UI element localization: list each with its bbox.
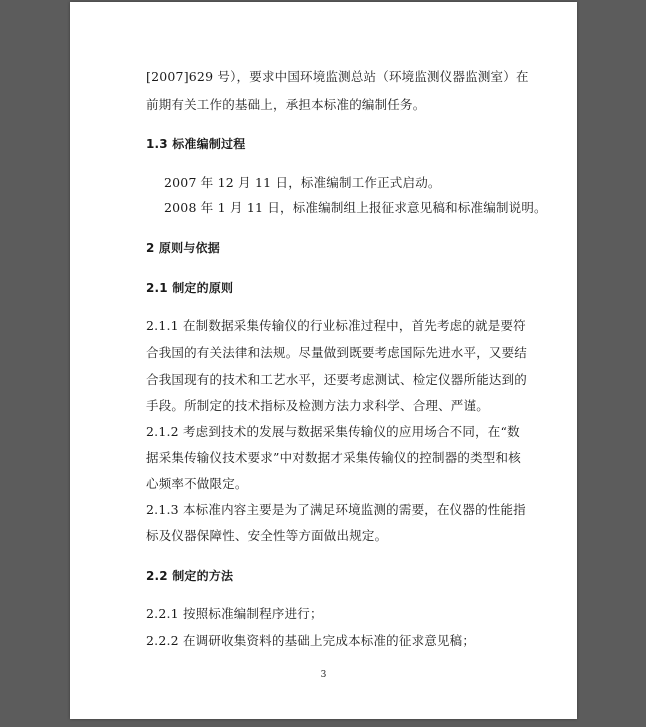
section-heading-2-1: 2.1 制定的原则 [146, 281, 234, 295]
body-text-line: 2.2.1 按照标准编制程序进行； [146, 606, 323, 621]
body-text-line: 2.1.2 考虑到技术的发展与数据采集传输仪的应用场合不同，在“数 [146, 424, 520, 439]
document-page [70, 2, 577, 719]
body-text-line: 2.2.2 在调研收集资料的基础上完成本标准的征求意见稿； [146, 633, 476, 648]
section-heading-2-2: 2.2 制定的方法 [146, 569, 234, 583]
body-text-line: 2008 年 1 月 11 日，标准编制组上报征求意见稿和标准编制说明。 [164, 200, 547, 215]
body-text-line: 合我国的有关法律和法规。尽量做到既要考虑国际先进水平，又要结 [146, 345, 528, 360]
body-text-line: 手段。所制定的技术指标及检测方法力求科学、合理、严谨。 [146, 398, 489, 413]
section-heading-2: 2 原则与依据 [146, 241, 220, 255]
body-text-line: 标及仪器保障性、安全性等方面做出规定。 [146, 528, 388, 543]
body-text-line: 前期有关工作的基础上，承担本标准的编制任务。 [146, 97, 426, 112]
body-text-line: 合我国现有的技术和工艺水平，还要考虑测试、检定仪器所能达到的 [146, 372, 528, 387]
section-heading-1-3: 1.3 标准编制过程 [146, 137, 246, 151]
body-text-line: [2007]629 号），要求中国环境监测总站（环境监测仪器监测室）在 [146, 69, 529, 84]
body-text-line: 2.1.1 在制数据采集传输仪的行业标准过程中，首先考虑的就是要符 [146, 318, 526, 333]
body-text-line: 2007 年 12 月 11 日，标准编制工作正式启动。 [164, 175, 441, 190]
body-text-line: 2.1.3 本标准内容主要是为了满足环境监测的需要，在仪器的性能指 [146, 502, 526, 517]
page-number: 3 [320, 670, 327, 680]
body-text-line: 据采集传输仪技术要求”中对数据才采集传输仪的控制器的类型和核 [146, 450, 521, 465]
body-text-line: 心频率不做限定。 [146, 476, 248, 491]
